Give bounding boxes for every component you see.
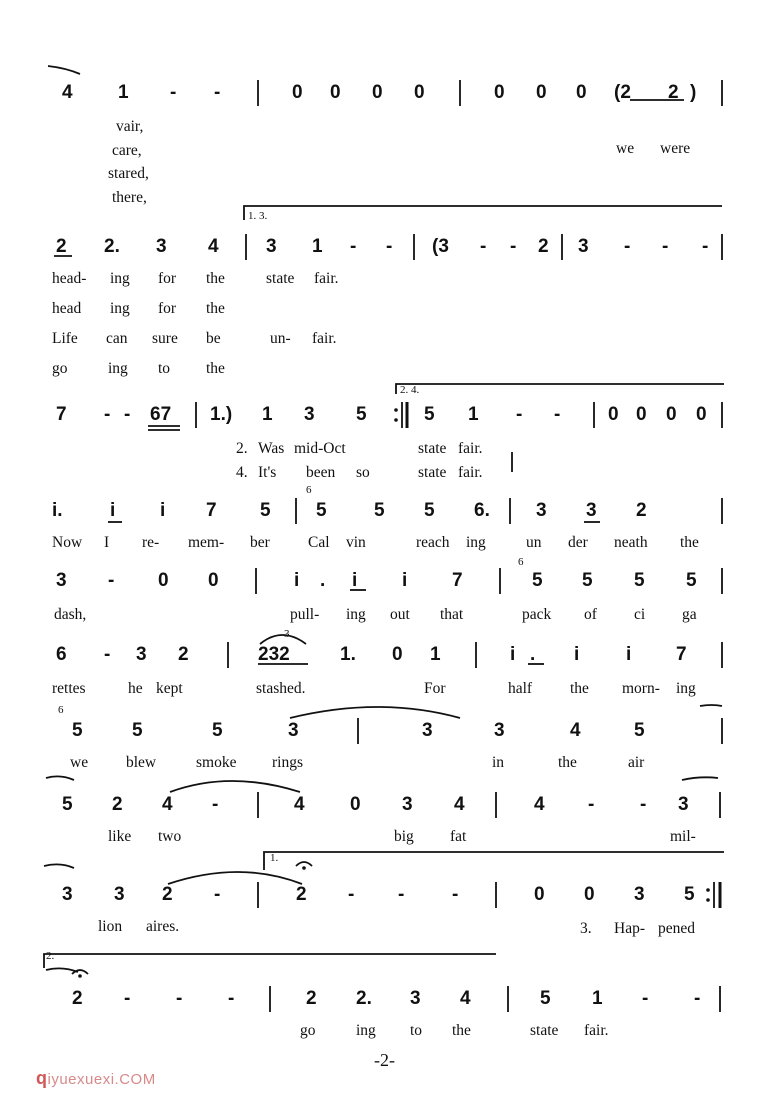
note: 3 [578,236,589,257]
lyric: were [660,140,691,157]
lyric: the [206,270,225,287]
lyric: be [206,330,221,347]
lyric: like [108,828,132,845]
note: - [350,236,357,257]
note: 67 [150,404,172,425]
lyric: fair. [584,1022,609,1039]
slur [170,781,300,792]
lyric: dash, [54,606,87,623]
note: 5 [62,794,73,815]
repeat-dot [706,888,710,892]
lyric: reach [416,534,450,551]
lyric: fair. [458,464,483,481]
note: - [214,884,221,905]
note: 5 [356,404,367,425]
lyric: kept [156,680,183,697]
lyric: so [356,464,370,481]
lyric: ing [676,680,696,697]
lyric: smoke [196,754,237,771]
note: 3 [62,884,73,905]
note: - [624,236,631,257]
note: (2 [614,82,631,103]
note: - [348,884,355,905]
lyric: Now [52,534,83,551]
lyric: air [628,754,645,771]
note: 3 [634,884,645,905]
note: - [642,988,649,1009]
note: 2. [104,236,120,257]
note: 4 [460,988,471,1009]
note: - [176,988,183,1009]
note: 5 [684,884,695,905]
note: 2 [538,236,549,257]
repeat-dot [706,898,710,902]
lyric: fair. [314,270,339,287]
note: 3 [156,236,167,257]
lyric: vair, [116,118,144,135]
page-number: -2- [374,1050,395,1070]
note: 0 [696,404,707,425]
lyric: state [418,440,447,457]
note: - [386,236,393,257]
lyric: state [530,1022,559,1039]
tie-mark [46,968,78,972]
lyric: go [52,360,68,377]
note: 6. [474,500,490,521]
note: 3 [536,500,547,521]
repeat-dot [394,408,398,412]
lyric: can [106,330,128,347]
grace-note: 6 [58,704,64,716]
note: 3 [678,794,689,815]
note: 3 [402,794,413,815]
volta-label: 2. 4. [400,384,420,396]
lyric: rettes [52,680,86,697]
note: 1. [340,644,356,665]
note: 3 [304,404,315,425]
note: 2 [296,884,307,905]
note: - [104,404,111,425]
note: 1 [118,82,129,103]
lyric: stashed. [256,680,306,697]
lyric: we [616,140,635,157]
lyric: Hap- [614,920,645,937]
note: 3 [410,988,421,1009]
lyric: sure [152,330,178,347]
note: 4 [534,794,545,815]
note: - [108,570,115,591]
lyric: pull- [290,606,320,623]
fermata [72,970,88,974]
note: 7 [676,644,687,665]
lyric: two [158,828,182,845]
note: 5 [540,988,551,1009]
lyric: ga [682,606,697,623]
note: i [574,644,580,665]
note: i [110,500,116,521]
lyric: ing [466,534,486,551]
note: - [214,82,221,103]
note: 0 [536,82,547,103]
tie-mark [682,777,718,780]
tie-mark [48,66,80,74]
note: 3 [266,236,277,257]
note: 0 [534,884,545,905]
lyric: the [558,754,577,771]
lyric: It's [258,464,277,481]
lyric: the [452,1022,471,1039]
note: - [516,404,523,425]
lyric: the [206,300,225,317]
lyric: lion [98,918,123,935]
note: 2. [356,988,372,1009]
note: 3 [56,570,67,591]
watermark-q: q [36,1068,48,1088]
note: . [530,644,536,665]
note: 2 [178,644,189,665]
note: 4 [162,794,173,815]
lyric: fair. [312,330,337,347]
note: 4 [208,236,219,257]
note: 2 [306,988,317,1009]
lyric: neath [614,534,648,551]
note: 0 [392,644,403,665]
note: 2 [72,988,83,1009]
note: - [124,404,131,425]
note: i [352,570,358,591]
lyric: mid-Oct [294,440,346,457]
lyric: un- [270,330,291,347]
note: - [694,988,701,1009]
note: 0 [414,82,425,103]
lyric: 4. [236,464,248,481]
lyric: ing [110,300,130,317]
lyric: to [410,1022,423,1039]
note: - [554,404,561,425]
lyric: half [508,680,533,697]
lyric: in [492,754,505,771]
note: - [588,794,595,815]
note: 5 [424,500,435,521]
grace-note: 6 [306,484,312,496]
lyric: of [584,606,597,623]
lyric: un [526,534,542,551]
note: (3 [432,236,449,257]
note: 1 [262,404,273,425]
note: 4 [294,794,305,815]
note: - [702,236,709,257]
lyric: rings [272,754,303,771]
fermata-dot [302,866,306,870]
lyric: been [306,464,336,481]
lyric: Cal [308,534,330,551]
fermata-dot [78,974,82,978]
note: 4 [570,720,581,741]
note: . [320,570,326,591]
slur [260,635,306,644]
lyric: Life [52,330,78,347]
lyric: we [70,754,89,771]
note: 2 [668,82,679,103]
lyric: that [440,606,464,623]
lyric: ing [346,606,366,623]
note: i [510,644,516,665]
note: i [160,500,166,521]
volta-label: 1. [270,852,279,864]
watermark-text: iyuexuexi.COM [47,1071,156,1088]
volta-bracket [264,852,724,870]
note: - [452,884,459,905]
tie-mark [44,864,74,868]
note: 1 [592,988,603,1009]
grace-note: 6 [518,556,524,568]
slur [168,872,302,884]
note: 1 [312,236,323,257]
note: - [640,794,647,815]
lyric: ing [108,360,128,377]
lyric: the [680,534,699,551]
note: 0 [494,82,505,103]
note: 5 [316,500,327,521]
note: - [398,884,405,905]
note: 5 [374,500,385,521]
note: 5 [212,720,223,741]
volta-bracket [244,206,722,220]
lyric: re- [142,534,160,551]
tie-mark [700,705,722,706]
note: 2 [56,236,67,257]
note: ) [690,82,697,103]
lyric: head- [52,270,87,287]
note: 5 [424,404,435,425]
note: 0 [608,404,619,425]
note: 2 [162,884,173,905]
lyric: pened [658,920,696,937]
lyric: head [52,300,82,317]
note: 0 [350,794,361,815]
note: 232 [258,644,290,665]
fermata [296,862,312,866]
note: - [480,236,487,257]
note: - [170,82,177,103]
lyric: the [206,360,225,377]
lyric: state [266,270,295,287]
note: 1.) [210,404,233,425]
note: - [104,644,111,665]
note: 4 [62,82,73,103]
note: 3 [288,720,299,741]
note: 3 [136,644,147,665]
note: 7 [206,500,217,521]
note: 3 [494,720,505,741]
lyric: morn- [622,680,660,697]
note: 1 [468,404,479,425]
lyric: fair. [458,440,483,457]
note: 0 [576,82,587,103]
note: 7 [56,404,67,425]
lyric: out [390,606,410,623]
lyric: for [158,300,177,317]
volta-bracket [44,954,496,968]
note: 0 [158,570,169,591]
note: 0 [584,884,595,905]
note: 5 [686,570,697,591]
note: 3 [586,500,597,521]
volta-label: 1. 3. [248,210,268,222]
note: 3 [422,720,433,741]
lyric: stared, [108,165,149,182]
note: i [402,570,408,591]
note: 2 [636,500,647,521]
lyric: the [570,680,589,697]
volta-bracket [396,384,724,394]
lyric: big [394,828,414,845]
lyric: Was [258,440,285,457]
lyric: ing [110,270,130,287]
note: - [510,236,517,257]
lyric: he [128,680,143,697]
lyric: mem- [188,534,225,551]
note: 5 [634,720,645,741]
note: i. [52,500,63,521]
note: - [124,988,131,1009]
lyric: For [424,680,446,697]
note: 5 [634,570,645,591]
repeat-dot [394,418,398,422]
lyric: 3. [580,920,592,937]
lyric: blew [126,754,157,771]
note: 7 [452,570,463,591]
watermark [36,1068,156,1089]
note: 5 [72,720,83,741]
note: 5 [532,570,543,591]
note: - [212,794,219,815]
lyric: aires. [146,918,180,935]
note: 0 [666,404,677,425]
tie-mark [46,776,74,780]
lyric: pack [522,606,552,623]
note: 2 [112,794,123,815]
lyric: care, [112,142,142,159]
note: 0 [372,82,383,103]
lyric: there, [112,189,147,206]
note: i [294,570,300,591]
lyric: 2. [236,440,248,457]
note: 0 [330,82,341,103]
lyric: mil- [670,828,696,845]
note: - [228,988,235,1009]
lyric: to [158,360,171,377]
lyric: state [418,464,447,481]
note: 5 [582,570,593,591]
note: 0 [636,404,647,425]
note: - [662,236,669,257]
lyric: for [158,270,177,287]
lyric: I [104,534,110,551]
note: 3 [114,884,125,905]
triplet-mark: 3 [284,628,290,640]
note: 5 [132,720,143,741]
lyric: fat [450,828,467,845]
lyric: go [300,1022,316,1039]
lyric: ber [250,534,270,551]
note: 5 [260,500,271,521]
lyric: der [568,534,588,551]
note: 0 [292,82,303,103]
note: 6 [56,644,67,665]
note: 4 [454,794,465,815]
lyric: ci [634,606,646,623]
note: 1 [430,644,441,665]
note: 0 [208,570,219,591]
lyric: vin [346,534,366,551]
volta-label: 2. [46,950,55,962]
lyric: ing [356,1022,376,1039]
slur [290,707,460,718]
note: i [626,644,632,665]
